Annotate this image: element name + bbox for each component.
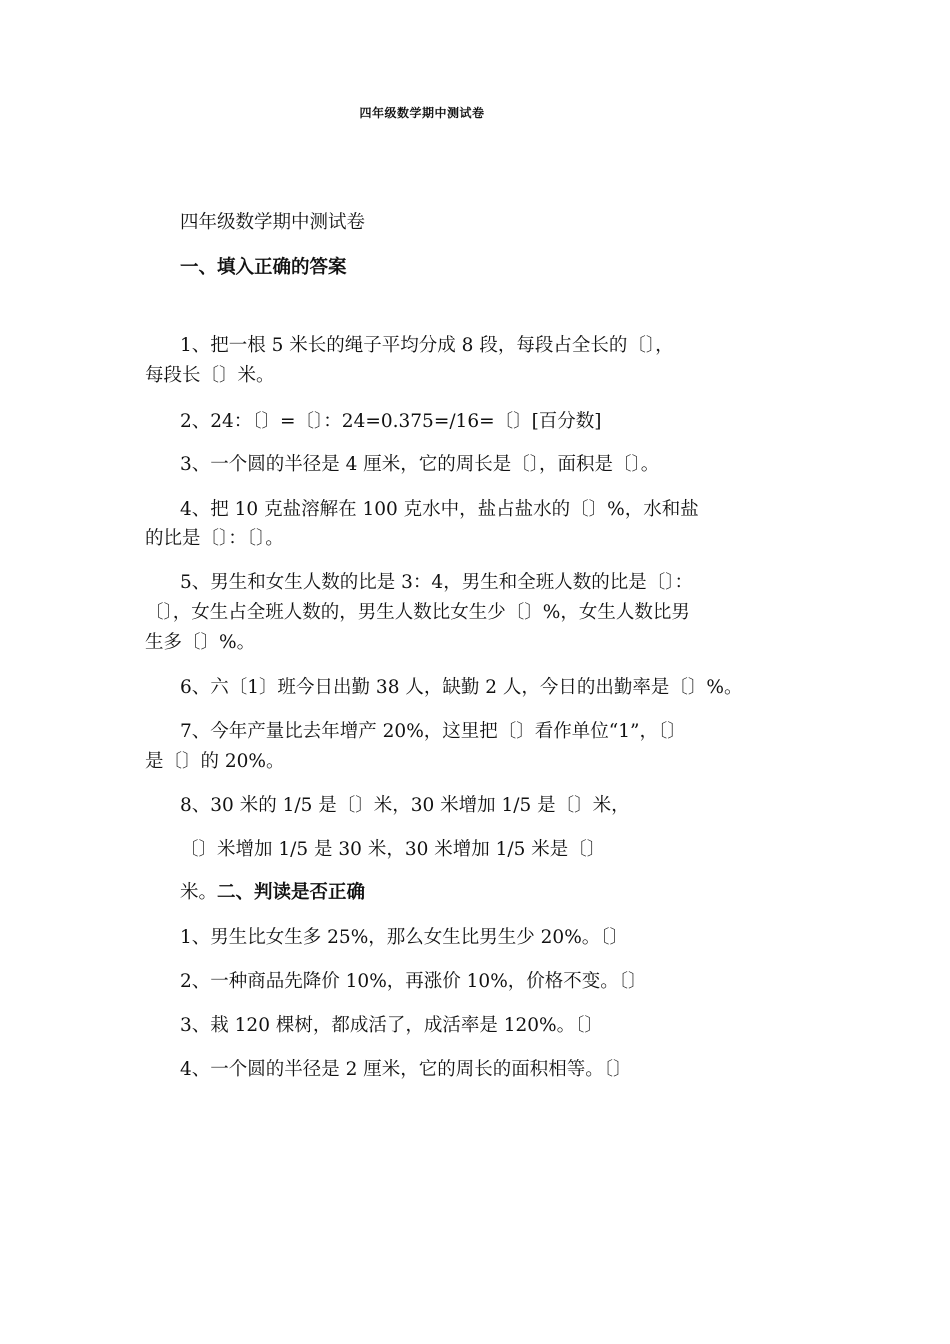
judge-4: 4、一个圆的半径是 2 厘米，它的周长的面积相等。〔〕 [180, 1059, 632, 1080]
question-8-end: 米。 [180, 882, 218, 903]
question-5-line-2: 〔〕，女生占全班人数的，男生人数比女生少〔〕%，女生人数比男 [145, 602, 690, 623]
doc-title: 四年级数学期中测试卷 [180, 212, 366, 233]
section-heading-fill-in: 一、填入正确的答案 [180, 257, 347, 278]
section-heading-true-false: 二、判读是否正确 [217, 882, 366, 903]
question-4-line-1: 4、把 10 克盐溶解在 100 克水中，盐占盐水的〔〕%，水和盐 [180, 499, 699, 520]
page-header [0, 104, 950, 121]
judge-1: 1、男生比女生多 25%，那么女生比男生少 20%。〔〕 [180, 927, 629, 948]
question-8-line-1: 8、30 米的 1/5 是〔〕米，30 米增加 1/5 是〔〕米， [180, 795, 630, 816]
question-5-line-1: 5、男生和女生人数的比是 3：4，男生和全班人数的比是〔〕： [180, 572, 693, 593]
question-7-line-2: 是〔〕的 20%。 [145, 751, 285, 772]
header-title: 四年级数学期中测试卷 [359, 106, 485, 120]
question-2: 2、24：〔〕=〔〕：24=0.375=/16=〔〕[百分数] [180, 411, 602, 432]
judge-2: 2、一种商品先降价 10%，再涨价 10%，价格不变。〔〕 [180, 971, 647, 992]
question-7-line-1: 7、今年产量比去年增产 20%，这里把〔〕看作单位“1”，〔〕 [180, 721, 686, 742]
question-8-end-and-section-2 [180, 878, 365, 904]
question-1-line-2: 每段长〔〕米。 [145, 365, 275, 386]
question-8-line-2: 〔〕米增加 1/5 是 30 米，30 米增加 1/5 米是〔〕 [180, 839, 606, 860]
judge-3: 3、栽 120 棵树，都成活了，成活率是 120%。〔〕 [180, 1015, 603, 1036]
question-5-line-3: 生多〔〕%。 [145, 632, 256, 653]
question-1-line-1: 1、把一根 5 米长的绳子平均分成 8 段，每段占全长的〔〕， [180, 335, 674, 356]
question-4-line-2: 的比是〔〕：〔〕。 [145, 528, 284, 549]
question-6: 6、六〔1〕班今日出勤 38 人，缺勤 2 人，今日的出勤率是〔〕%。 [180, 677, 743, 698]
question-3: 3、一个圆的半径是 4 厘米，它的周长是〔〕，面积是〔〕。 [180, 454, 660, 475]
